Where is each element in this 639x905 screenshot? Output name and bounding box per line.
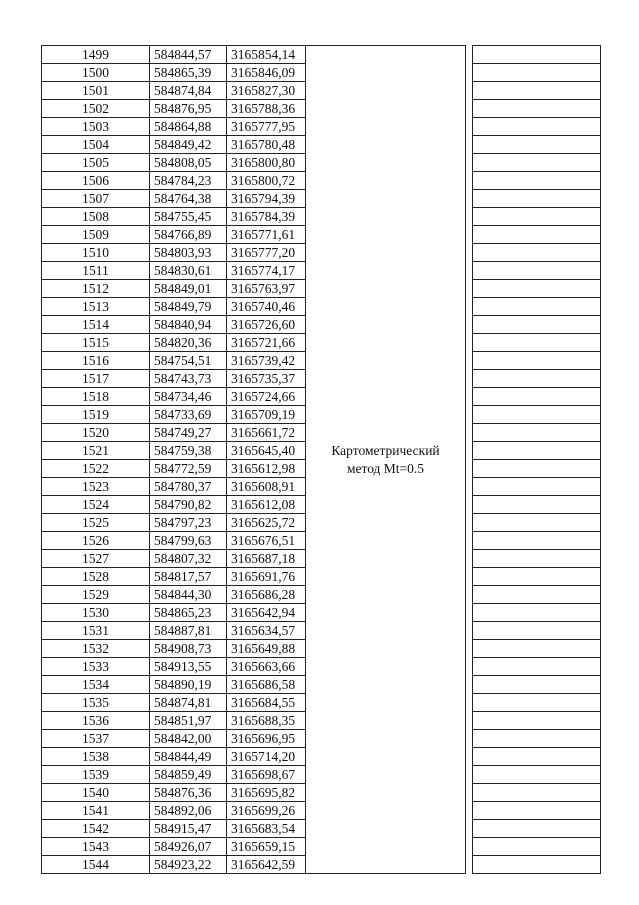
x-coordinate-cell: 584842,00 <box>150 730 227 748</box>
x-coordinate-cell: 584915,47 <box>150 820 227 838</box>
empty-note-cell <box>473 316 601 334</box>
column-gap-cell <box>466 784 473 802</box>
y-coordinate-cell: 3165686,58 <box>227 676 306 694</box>
point-number-cell: 1515 <box>42 334 150 352</box>
x-coordinate-cell: 584759,38 <box>150 442 227 460</box>
y-coordinate-cell: 3165649,88 <box>227 640 306 658</box>
point-number-cell: 1535 <box>42 694 150 712</box>
column-gap-cell <box>466 640 473 658</box>
x-coordinate-cell: 584851,97 <box>150 712 227 730</box>
column-gap-cell <box>466 172 473 190</box>
point-number-cell: 1518 <box>42 388 150 406</box>
y-coordinate-cell: 3165777,95 <box>227 118 306 136</box>
empty-note-cell <box>473 46 601 64</box>
column-gap-cell <box>466 532 473 550</box>
empty-note-cell <box>473 766 601 784</box>
empty-note-cell <box>473 838 601 856</box>
column-gap-cell <box>466 568 473 586</box>
point-number-cell: 1505 <box>42 154 150 172</box>
y-coordinate-cell: 3165846,09 <box>227 64 306 82</box>
column-gap-cell <box>466 406 473 424</box>
empty-note-cell <box>473 820 601 838</box>
column-gap-cell <box>466 766 473 784</box>
y-coordinate-cell: 3165709,19 <box>227 406 306 424</box>
column-gap-cell <box>466 154 473 172</box>
y-coordinate-cell: 3165721,66 <box>227 334 306 352</box>
empty-note-cell <box>473 748 601 766</box>
y-coordinate-cell: 3165659,15 <box>227 838 306 856</box>
x-coordinate-cell: 584734,46 <box>150 388 227 406</box>
point-number-cell: 1500 <box>42 64 150 82</box>
column-gap-cell <box>466 136 473 154</box>
column-gap-cell <box>466 748 473 766</box>
empty-note-cell <box>473 226 601 244</box>
x-coordinate-cell: 584808,05 <box>150 154 227 172</box>
column-gap-cell <box>466 208 473 226</box>
y-coordinate-cell: 3165735,37 <box>227 370 306 388</box>
y-coordinate-cell: 3165687,18 <box>227 550 306 568</box>
point-number-cell: 1506 <box>42 172 150 190</box>
empty-note-cell <box>473 262 601 280</box>
x-coordinate-cell: 584772,59 <box>150 460 227 478</box>
x-coordinate-cell: 584876,36 <box>150 784 227 802</box>
x-coordinate-cell: 584849,01 <box>150 280 227 298</box>
x-coordinate-cell: 584803,93 <box>150 244 227 262</box>
column-gap-cell <box>466 190 473 208</box>
y-coordinate-cell: 3165686,28 <box>227 586 306 604</box>
y-coordinate-cell: 3165688,35 <box>227 712 306 730</box>
column-gap-cell <box>466 64 473 82</box>
empty-note-cell <box>473 784 601 802</box>
point-number-cell: 1522 <box>42 460 150 478</box>
point-number-cell: 1524 <box>42 496 150 514</box>
y-coordinate-cell: 3165683,54 <box>227 820 306 838</box>
x-coordinate-cell: 584849,42 <box>150 136 227 154</box>
x-coordinate-cell: 584913,55 <box>150 658 227 676</box>
column-gap-cell <box>466 82 473 100</box>
column-gap-cell <box>466 586 473 604</box>
point-number-cell: 1543 <box>42 838 150 856</box>
y-coordinate-cell: 3165612,08 <box>227 496 306 514</box>
point-number-cell: 1507 <box>42 190 150 208</box>
empty-note-cell <box>473 388 601 406</box>
empty-note-cell <box>473 64 601 82</box>
method-cell <box>306 46 466 874</box>
column-gap-cell <box>466 424 473 442</box>
column-gap-cell <box>466 514 473 532</box>
x-coordinate-cell: 584844,49 <box>150 748 227 766</box>
y-coordinate-cell: 3165691,76 <box>227 568 306 586</box>
column-gap-cell <box>466 622 473 640</box>
x-coordinate-cell: 584890,19 <box>150 676 227 694</box>
y-coordinate-cell: 3165794,39 <box>227 190 306 208</box>
point-number-cell: 1504 <box>42 136 150 154</box>
point-number-cell: 1542 <box>42 820 150 838</box>
column-gap-cell <box>466 244 473 262</box>
column-gap-cell <box>466 352 473 370</box>
y-coordinate-cell: 3165696,95 <box>227 730 306 748</box>
column-gap-cell <box>466 478 473 496</box>
y-coordinate-cell: 3165784,39 <box>227 208 306 226</box>
column-gap-cell <box>466 856 473 874</box>
point-number-cell: 1514 <box>42 316 150 334</box>
y-coordinate-cell: 3165714,20 <box>227 748 306 766</box>
x-coordinate-cell: 584733,69 <box>150 406 227 424</box>
empty-note-cell <box>473 406 601 424</box>
empty-note-cell <box>473 712 601 730</box>
column-gap-cell <box>466 442 473 460</box>
y-coordinate-cell: 3165780,48 <box>227 136 306 154</box>
point-number-cell: 1503 <box>42 118 150 136</box>
empty-note-cell <box>473 370 601 388</box>
y-coordinate-cell: 3165827,30 <box>227 82 306 100</box>
empty-note-cell <box>473 730 601 748</box>
y-coordinate-cell: 3165739,42 <box>227 352 306 370</box>
empty-note-cell <box>473 496 601 514</box>
point-number-cell: 1520 <box>42 424 150 442</box>
point-number-cell: 1532 <box>42 640 150 658</box>
coordinates-table-body <box>42 46 601 874</box>
empty-note-cell <box>473 352 601 370</box>
empty-note-cell <box>473 442 601 460</box>
column-gap-cell <box>466 676 473 694</box>
empty-note-cell <box>473 532 601 550</box>
y-coordinate-cell: 3165608,91 <box>227 478 306 496</box>
empty-note-cell <box>473 568 601 586</box>
column-gap-cell <box>466 100 473 118</box>
y-coordinate-cell: 3165661,72 <box>227 424 306 442</box>
y-coordinate-cell: 3165774,17 <box>227 262 306 280</box>
column-gap-cell <box>466 730 473 748</box>
empty-note-cell <box>473 604 601 622</box>
point-number-cell: 1527 <box>42 550 150 568</box>
column-gap-cell <box>466 658 473 676</box>
column-gap-cell <box>466 280 473 298</box>
x-coordinate-cell: 584840,94 <box>150 316 227 334</box>
x-coordinate-cell: 584844,30 <box>150 586 227 604</box>
empty-note-cell <box>473 802 601 820</box>
y-coordinate-cell: 3165777,20 <box>227 244 306 262</box>
point-number-cell: 1531 <box>42 622 150 640</box>
x-coordinate-cell: 584749,27 <box>150 424 227 442</box>
x-coordinate-cell: 584926,07 <box>150 838 227 856</box>
x-coordinate-cell: 584865,39 <box>150 64 227 82</box>
empty-note-cell <box>473 298 601 316</box>
empty-note-cell <box>473 550 601 568</box>
point-number-cell: 1517 <box>42 370 150 388</box>
column-gap-cell <box>466 226 473 244</box>
empty-note-cell <box>473 136 601 154</box>
x-coordinate-cell: 584923,22 <box>150 856 227 874</box>
empty-note-cell <box>473 334 601 352</box>
point-number-cell: 1526 <box>42 532 150 550</box>
empty-note-cell <box>473 460 601 478</box>
empty-note-cell <box>473 208 601 226</box>
x-coordinate-cell: 584876,95 <box>150 100 227 118</box>
x-coordinate-cell: 584859,49 <box>150 766 227 784</box>
point-number-cell: 1539 <box>42 766 150 784</box>
empty-note-cell <box>473 622 601 640</box>
column-gap-cell <box>466 820 473 838</box>
point-number-cell: 1529 <box>42 586 150 604</box>
x-coordinate-cell: 584874,84 <box>150 82 227 100</box>
method-name-text: Картометрический <box>331 442 440 458</box>
point-number-cell: 1528 <box>42 568 150 586</box>
x-coordinate-cell: 584844,57 <box>150 46 227 64</box>
point-number-cell: 1513 <box>42 298 150 316</box>
empty-note-cell <box>473 586 601 604</box>
column-gap-cell <box>466 496 473 514</box>
point-number-cell: 1544 <box>42 856 150 874</box>
x-coordinate-cell: 584874,81 <box>150 694 227 712</box>
y-coordinate-cell: 3165740,46 <box>227 298 306 316</box>
column-gap-cell <box>466 118 473 136</box>
column-gap-cell <box>466 262 473 280</box>
y-coordinate-cell: 3165800,80 <box>227 154 306 172</box>
x-coordinate-cell: 584892,06 <box>150 802 227 820</box>
x-coordinate-cell: 584799,63 <box>150 532 227 550</box>
empty-note-cell <box>473 172 601 190</box>
point-number-cell: 1533 <box>42 658 150 676</box>
point-number-cell: 1519 <box>42 406 150 424</box>
empty-note-cell <box>473 280 601 298</box>
point-number-cell: 1521 <box>42 442 150 460</box>
point-number-cell: 1534 <box>42 676 150 694</box>
y-coordinate-cell: 3165634,57 <box>227 622 306 640</box>
point-number-cell: 1509 <box>42 226 150 244</box>
x-coordinate-cell: 584817,57 <box>150 568 227 586</box>
empty-note-cell <box>473 658 601 676</box>
point-number-cell: 1511 <box>42 262 150 280</box>
y-coordinate-cell: 3165698,67 <box>227 766 306 784</box>
column-gap-cell <box>466 712 473 730</box>
column-gap-cell <box>466 316 473 334</box>
empty-note-cell <box>473 118 601 136</box>
y-coordinate-cell: 3165676,51 <box>227 532 306 550</box>
empty-note-cell <box>473 424 601 442</box>
x-coordinate-cell: 584797,23 <box>150 514 227 532</box>
x-coordinate-cell: 584743,73 <box>150 370 227 388</box>
x-coordinate-cell: 584790,82 <box>150 496 227 514</box>
column-gap-cell <box>466 802 473 820</box>
x-coordinate-cell: 584754,51 <box>150 352 227 370</box>
method-accuracy-text: метод Mt=0.5 <box>346 460 425 476</box>
point-number-cell: 1499 <box>42 46 150 64</box>
y-coordinate-cell: 3165771,61 <box>227 226 306 244</box>
column-gap-cell <box>466 46 473 64</box>
coordinates-table <box>41 45 601 874</box>
empty-note-cell <box>473 640 601 658</box>
x-coordinate-cell: 584764,38 <box>150 190 227 208</box>
y-coordinate-cell: 3165800,72 <box>227 172 306 190</box>
point-number-cell: 1512 <box>42 280 150 298</box>
x-coordinate-cell: 584908,73 <box>150 640 227 658</box>
y-coordinate-cell: 3165625,72 <box>227 514 306 532</box>
column-gap-cell <box>466 838 473 856</box>
point-number-cell: 1530 <box>42 604 150 622</box>
x-coordinate-cell: 584849,79 <box>150 298 227 316</box>
column-gap-cell <box>466 388 473 406</box>
point-number-cell: 1508 <box>42 208 150 226</box>
y-coordinate-cell: 3165612,98 <box>227 460 306 478</box>
column-gap-cell <box>466 550 473 568</box>
column-gap-cell <box>466 604 473 622</box>
column-gap-cell <box>466 694 473 712</box>
x-coordinate-cell: 584807,32 <box>150 550 227 568</box>
x-coordinate-cell: 584820,36 <box>150 334 227 352</box>
empty-note-cell <box>473 676 601 694</box>
x-coordinate-cell: 584830,61 <box>150 262 227 280</box>
column-gap-cell <box>466 370 473 388</box>
point-number-cell: 1537 <box>42 730 150 748</box>
empty-note-cell <box>473 514 601 532</box>
point-number-cell: 1501 <box>42 82 150 100</box>
point-number-cell: 1510 <box>42 244 150 262</box>
point-number-cell: 1525 <box>42 514 150 532</box>
point-number-cell: 1540 <box>42 784 150 802</box>
column-gap-cell <box>466 460 473 478</box>
table-row <box>42 46 601 64</box>
point-number-cell: 1541 <box>42 802 150 820</box>
x-coordinate-cell: 584766,89 <box>150 226 227 244</box>
y-coordinate-cell: 3165854,14 <box>227 46 306 64</box>
x-coordinate-cell: 584784,23 <box>150 172 227 190</box>
y-coordinate-cell: 3165699,26 <box>227 802 306 820</box>
y-coordinate-cell: 3165642,59 <box>227 856 306 874</box>
y-coordinate-cell: 3165763,97 <box>227 280 306 298</box>
y-coordinate-cell: 3165695,82 <box>227 784 306 802</box>
empty-note-cell <box>473 190 601 208</box>
empty-note-cell <box>473 856 601 874</box>
y-coordinate-cell: 3165724,66 <box>227 388 306 406</box>
y-coordinate-cell: 3165645,40 <box>227 442 306 460</box>
column-gap-cell <box>466 334 473 352</box>
point-number-cell: 1523 <box>42 478 150 496</box>
empty-note-cell <box>473 100 601 118</box>
empty-note-cell <box>473 478 601 496</box>
x-coordinate-cell: 584865,23 <box>150 604 227 622</box>
y-coordinate-cell: 3165663,66 <box>227 658 306 676</box>
y-coordinate-cell: 3165726,60 <box>227 316 306 334</box>
point-number-cell: 1536 <box>42 712 150 730</box>
empty-note-cell <box>473 82 601 100</box>
column-gap-cell <box>466 298 473 316</box>
point-number-cell: 1538 <box>42 748 150 766</box>
x-coordinate-cell: 584864,88 <box>150 118 227 136</box>
x-coordinate-cell: 584780,37 <box>150 478 227 496</box>
y-coordinate-cell: 3165684,55 <box>227 694 306 712</box>
empty-note-cell <box>473 154 601 172</box>
y-coordinate-cell: 3165788,36 <box>227 100 306 118</box>
empty-note-cell <box>473 694 601 712</box>
x-coordinate-cell: 584755,45 <box>150 208 227 226</box>
x-coordinate-cell: 584887,81 <box>150 622 227 640</box>
y-coordinate-cell: 3165642,94 <box>227 604 306 622</box>
empty-note-cell <box>473 244 601 262</box>
point-number-cell: 1516 <box>42 352 150 370</box>
point-number-cell: 1502 <box>42 100 150 118</box>
